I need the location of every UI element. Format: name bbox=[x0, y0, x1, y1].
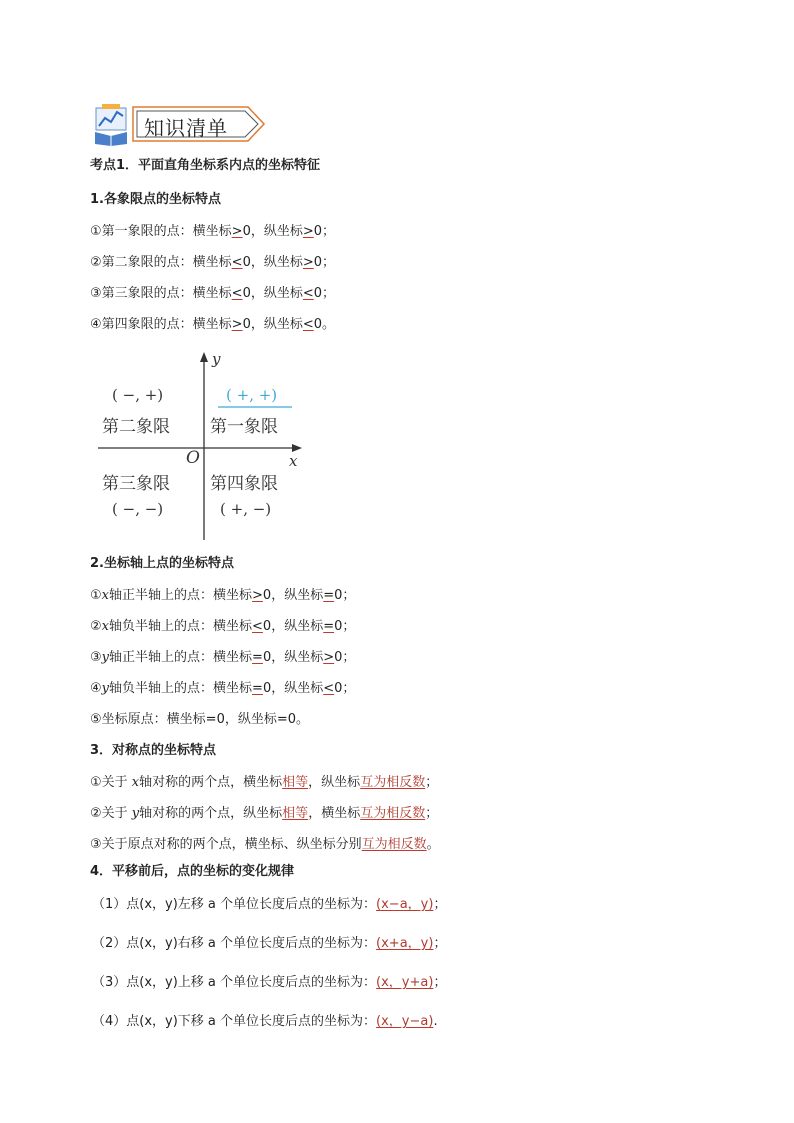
q4-name: 第四象限 bbox=[210, 474, 278, 494]
quadrant-rule-3: ③第三象限的点：横坐标<0，纵坐标<0； bbox=[90, 286, 336, 301]
axis-rule-4: ④y轴负半轴上的点：横坐标=0，纵坐标<0； bbox=[90, 681, 356, 696]
x-arrow-icon bbox=[292, 444, 302, 452]
q2-sign: ( −, +) bbox=[112, 386, 164, 404]
keypoint-title: 考点1．平面直角坐标系内点的坐标特征 bbox=[90, 158, 321, 173]
quadrant-rule-2: ②第二象限的点：横坐标<0，纵坐标>0； bbox=[90, 255, 336, 270]
section-2-title: 2.坐标轴上点的坐标特点 bbox=[90, 556, 234, 571]
origin-label: O bbox=[186, 448, 200, 468]
symmetry-rule-2: ②关于 y轴对称的两个点，纵坐标相等，横坐标互为相反数； bbox=[90, 806, 439, 821]
y-arrow-icon bbox=[200, 352, 208, 362]
q4-sign: ( +, −) bbox=[220, 500, 272, 518]
symmetry-rule-1: ①关于 x轴对称的两个点，横坐标相等，纵坐标互为相反数； bbox=[90, 775, 439, 790]
section-1-title: 1.各象限点的坐标特点 bbox=[90, 192, 221, 207]
section-title: 知识清单 bbox=[144, 116, 228, 140]
translation-rule-3: （3）点(x，y)上移 a 个单位长度后点的坐标为：(x，y+a)； bbox=[92, 975, 447, 990]
translation-rule-1: （1）点(x，y)左移 a 个单位长度后点的坐标为：(x−a，y)； bbox=[92, 897, 447, 912]
axis-rule-2: ②x轴负半轴上的点：横坐标<0，纵坐标=0； bbox=[90, 619, 356, 634]
section-4-title: 4．平移前后，点的坐标的变化规律 bbox=[90, 864, 295, 879]
translation-rule-2: （2）点(x，y)右移 a 个单位长度后点的坐标为：(x+a，y)； bbox=[92, 936, 447, 951]
section-3-title: 3．对称点的坐标特点 bbox=[90, 743, 217, 758]
q1-name: 第一象限 bbox=[210, 417, 278, 437]
q3-name: 第三象限 bbox=[102, 474, 170, 494]
symmetry-rule-3: ③关于原点对称的两个点，横坐标、纵坐标分别互为相反数。 bbox=[90, 837, 440, 852]
q2-name: 第二象限 bbox=[102, 417, 170, 437]
origin-rule: ⑤坐标原点：横坐标=0，纵坐标=0。 bbox=[90, 712, 310, 727]
translation-rule-4: （4）点(x，y)下移 a 个单位长度后点的坐标为：(x，y−a). bbox=[92, 1014, 438, 1029]
axis-rule-3: ③y轴正半轴上的点：横坐标=0，纵坐标>0； bbox=[90, 650, 356, 665]
q1-sign: ( +, +) bbox=[226, 386, 278, 404]
quadrant-diagram bbox=[96, 350, 306, 542]
quadrant-rule-1: ①第一象限的点：横坐标>0，纵坐标>0； bbox=[90, 224, 336, 239]
axis-rule-1: ①x轴正半轴上的点：横坐标>0，纵坐标=0； bbox=[90, 588, 356, 603]
quadrant-rule-4: ④第四象限的点：横坐标>0，纵坐标<0。 bbox=[90, 317, 336, 332]
book-chart-icon bbox=[94, 102, 128, 146]
x-axis-label: x bbox=[289, 452, 298, 470]
section-header bbox=[94, 100, 274, 150]
y-axis-label: y bbox=[212, 350, 221, 368]
q3-sign: ( −, −) bbox=[112, 500, 164, 518]
